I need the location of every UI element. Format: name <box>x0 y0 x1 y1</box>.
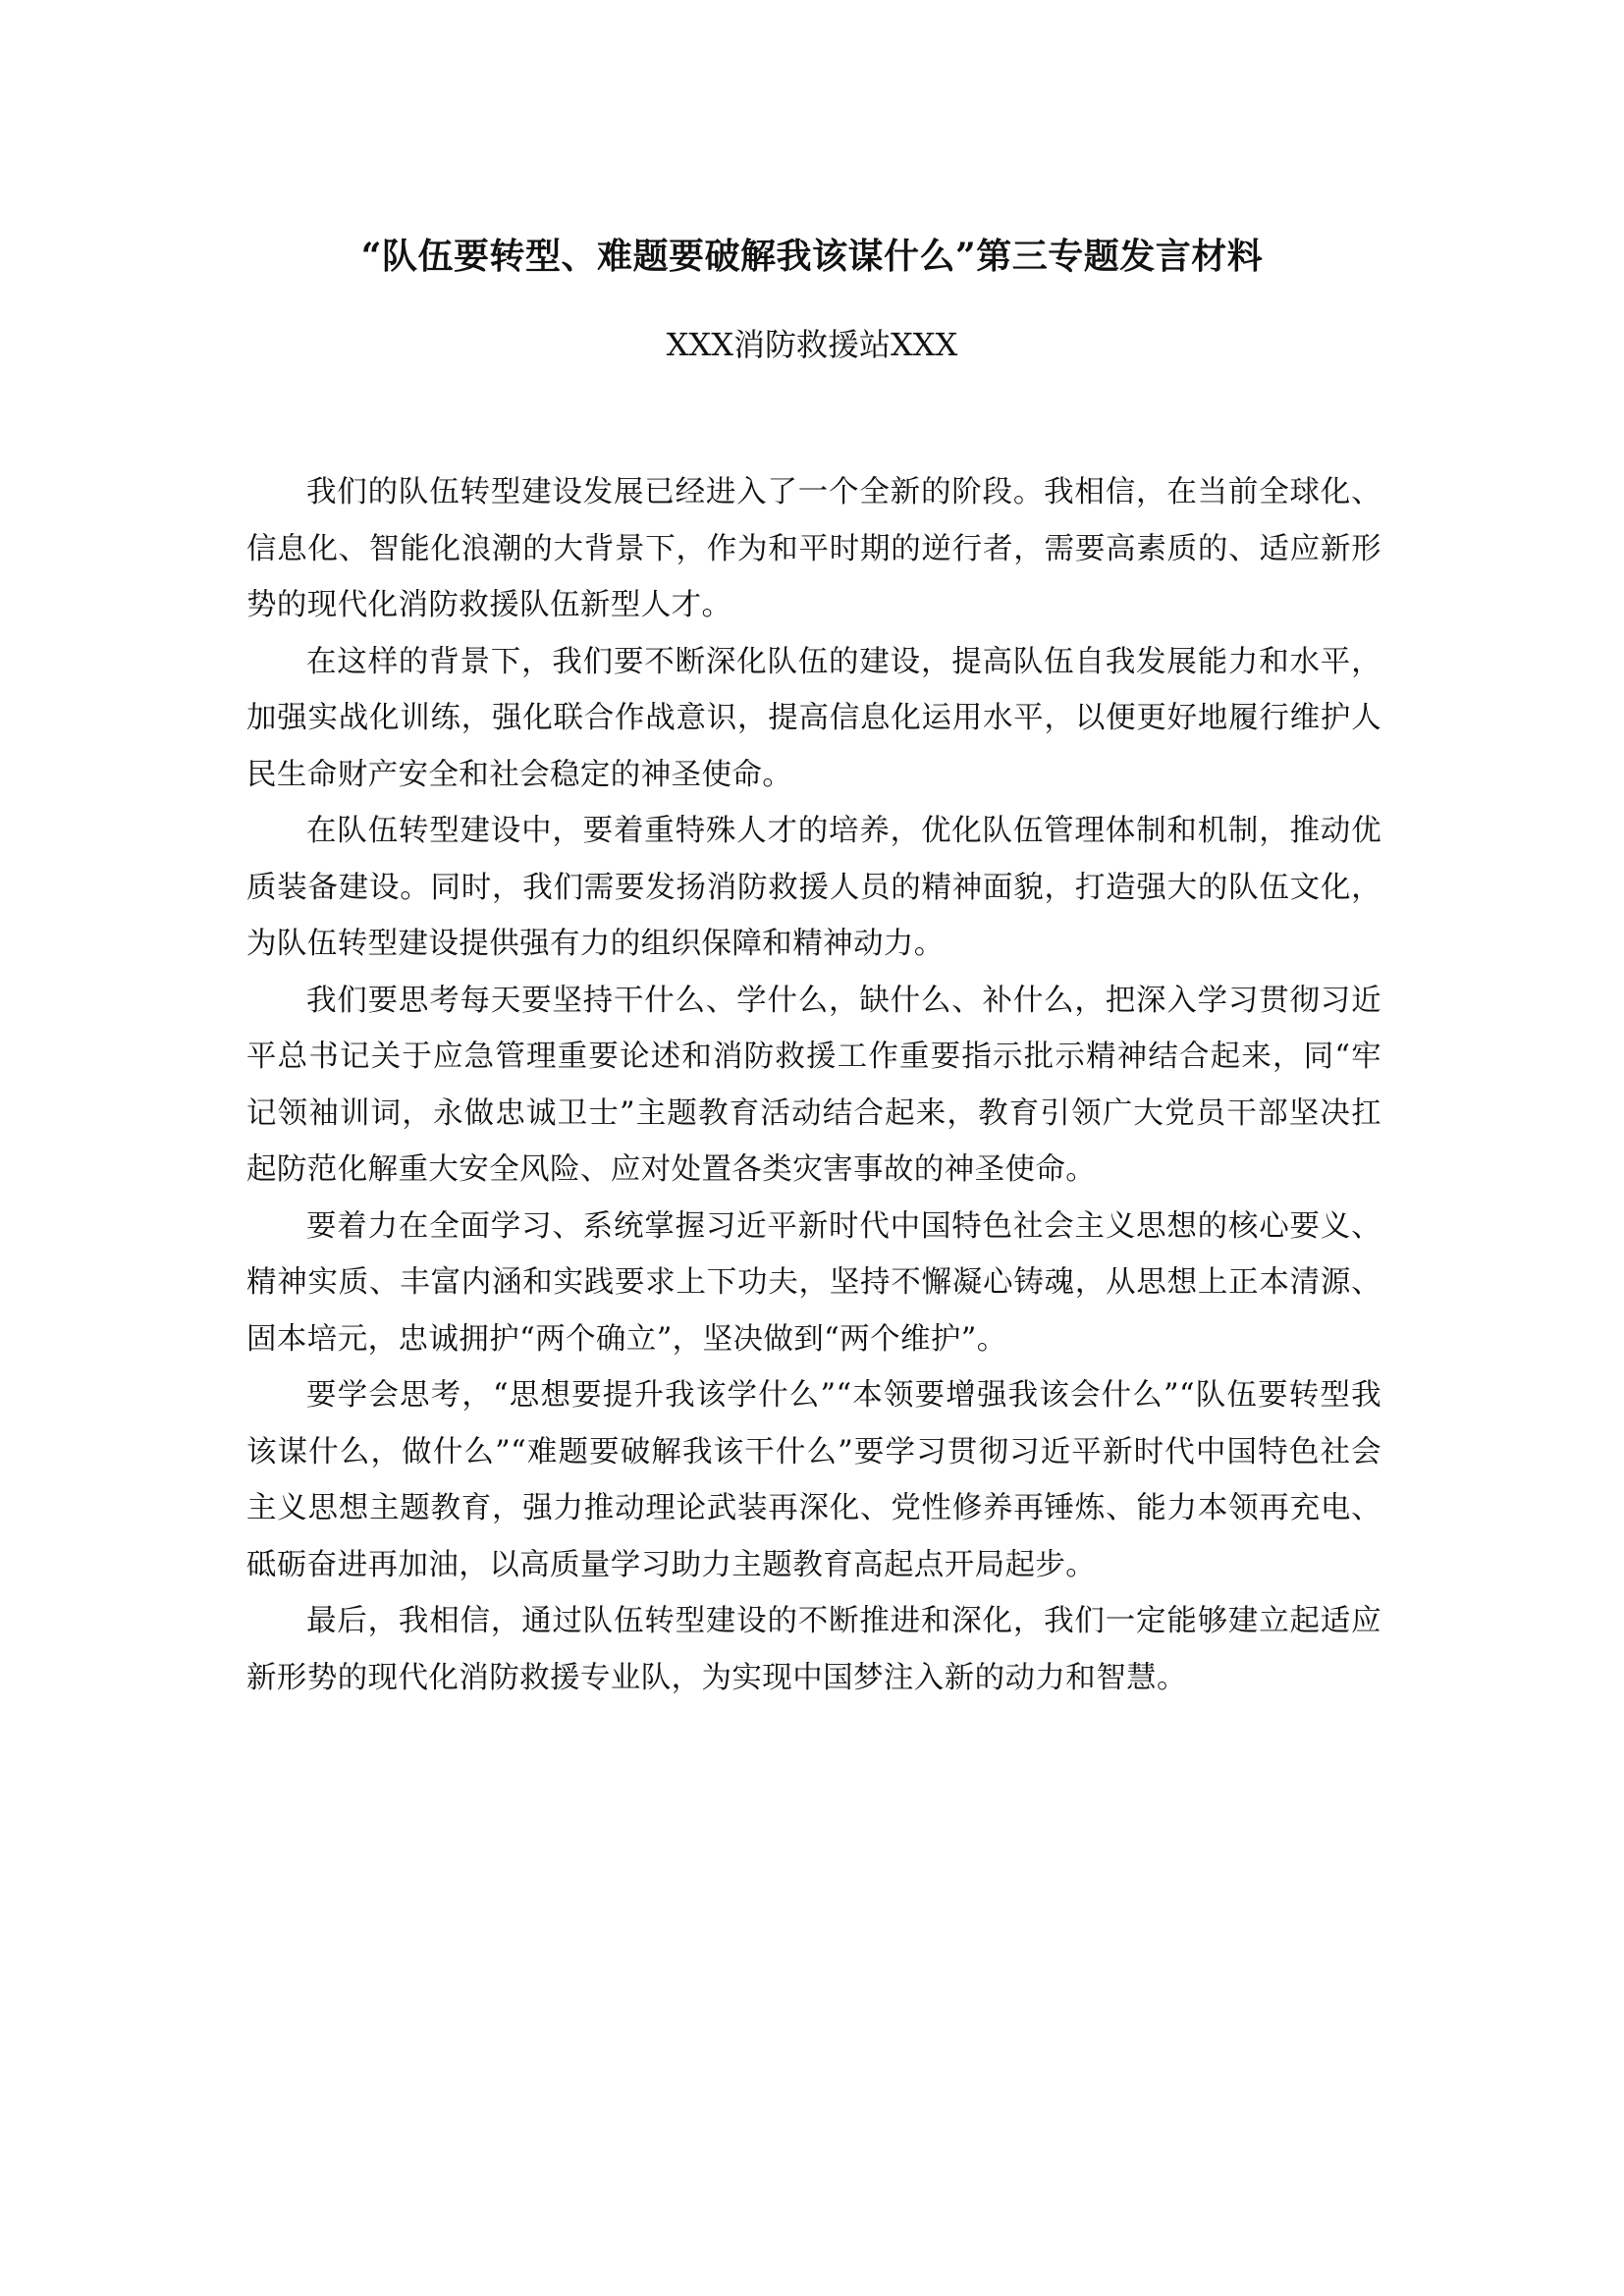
document-author: XXX消防救援站XXX <box>666 326 958 363</box>
paragraph-7: 最后，我相信，通过队伍转型建设的不断推进和深化，我们一定能够建立起适应新形势的现代化消防救援专业队，为实现中国梦注入新的动力和智慧。 <box>246 1604 1381 1695</box>
paragraph-2: 在这样的背景下，我们要不断深化队伍的建设，提高队伍自我发展能力和水平，加强实战化训练，强化联合作战意识，提高信息化运用水平，以便更好地履行维护人民生命财产安全和社会稳定的神圣使命。 <box>246 644 1381 792</box>
paragraph-4: 我们要思考每天要坚持干什么、学什么，缺什么、补什么，把深入学习贯彻习近平总书记关于应急管理重要论述和消防救援工作重要指示批示精神结合起来，同“牢记领袖训词，永做忠诚卫士”主题教育活动结合起来，教育引领广大党员干部坚决扛起防范化解重大安全风险、应对处置各类灾害事故的神圣使命。 <box>246 983 1381 1187</box>
paragraph-1: 我们的队伍转型建设发展已经进入了一个全新的阶段。我相信，在当前全球化、信息化、智能化浪潮的大背景下，作为和平时期的逆行者，需要高素质的、适应新形势的现代化消防救援队伍新型人才。 <box>246 475 1381 622</box>
paragraph-3: 在队伍转型建设中，要着重特殊人才的培养，优化队伍管理体制和机制，推动优质装备建设。同时，我们需要发扬消防救援人员的精神面貌，打造强大的队伍文化，为队伍转型建设提供强有力的组织保障和精神动力。 <box>246 814 1381 961</box>
paragraph-6: 要学会思考，“思想要提升我该学什么”“本领要增强我该会什么”“队伍要转型我该谋什么，做什么”“难题要破解我该干什么”要学习贯彻习近平新时代中国特色社会主义思想主题教育，强力推动理论武装再深化、党性修养再锤炼、能力本领再充电、砥砺奋进再加油，以高质量学习助力主题教育高起点开局起步。 <box>246 1378 1381 1582</box>
document-body <box>246 464 1381 1706</box>
paragraph-5: 要着力在全面学习、系统掌握习近平新时代中国特色社会主义思想的核心要义、精神实质、丰富内涵和实践要求上下功夫，坚持不懈凝心铸魂，从思想上正本清源、固本培元，忠诚拥护“两个确立”，坚决做到“两个维护”。 <box>246 1208 1381 1357</box>
document-title: “队伍要转型、难题要破解我该谋什么”第三专题发言材料 <box>360 236 1264 277</box>
